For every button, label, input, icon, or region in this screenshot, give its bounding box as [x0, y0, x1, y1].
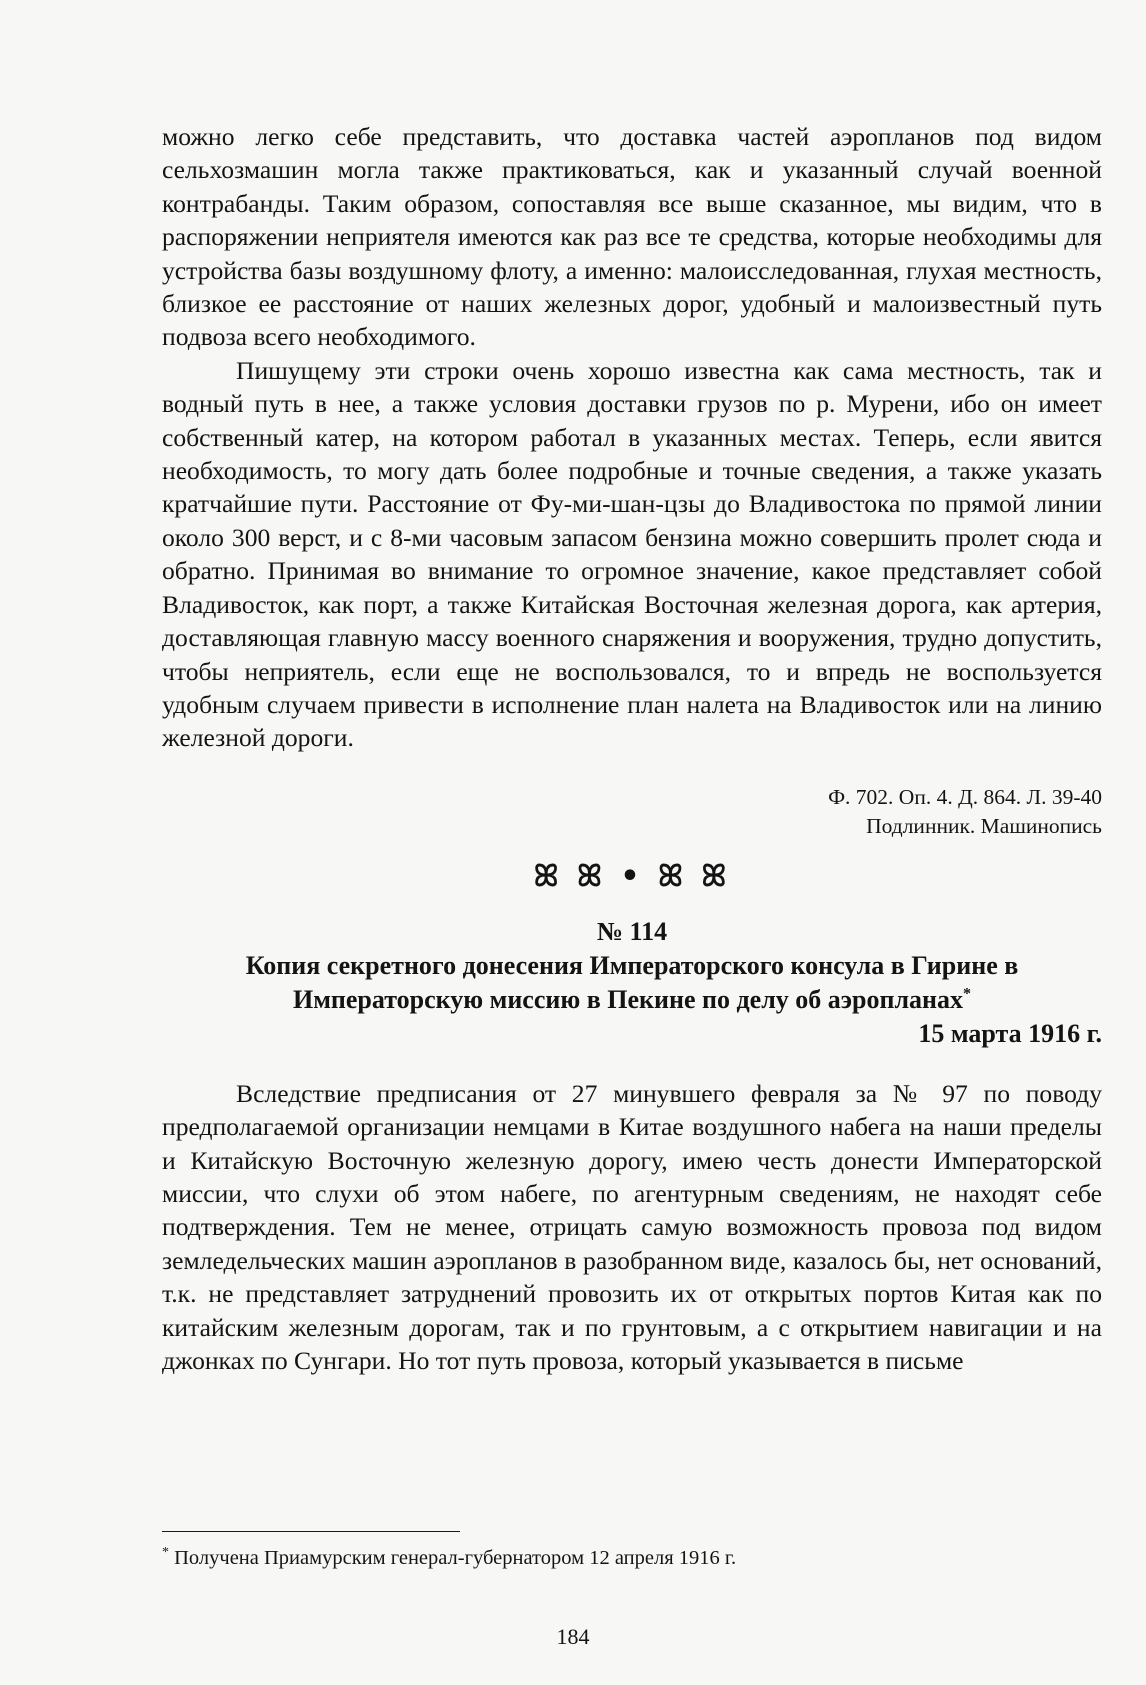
paragraph-continuation: можно легко себе представить, что доставка частей аэропланов под видом сельхозмашин могла также практиковаться, как и указанный случай военной контрабанды. Таким образом, сопоставляя все выше сказанное, мы видим, что в распоряжении неприятеля имеются как раз все те средства, которые необходимы для устройства базы воздушному флоту, а именно: малоисследованная, глухая местность, близкое ее расстояние от наших железных дорог, удобный и малоизвестный путь подвоза всего необходимого. [162, 122, 1102, 352]
spacer [162, 1051, 1102, 1077]
page-number: 184 [556, 1624, 590, 1649]
ornament-glyphs: ꕤ ꕤ • ꕤ ꕤ [533, 858, 731, 894]
archive-source [162, 783, 1102, 841]
archive-reference: Ф. 702. Оп. 4. Д. 864. Л. 39-40 [828, 784, 1102, 809]
footnote-text: Получена Приамурским генерал-губернатором 12 апреля 1916 г. [174, 1547, 737, 1569]
document-date: 15 марта 1916 г. [918, 1018, 1102, 1048]
footnote-reference-mark[interactable]: * [963, 985, 972, 1003]
page-body [162, 120, 1102, 1377]
document-number: № 114 [596, 916, 668, 946]
footnote-separator [162, 1531, 460, 1532]
document-title-line-2 [162, 983, 1102, 1017]
document-title-line-1: Копия секретного донесения Императорского консула в Гирине в [245, 950, 1019, 980]
paragraph-author-note: Пишущему эти строки очень хорошо известна как сама местность, так и водный путь в нее, а также условия доставки грузов по р. Мурени, ибо он имеет собственный катер, на котором работал в указанных местах. Теперь, если явится необходимость, то могу дать более подробные и точные сведения, а также указать кратчайшие пути. Расстояние от Фу-ми-шан-цзы до Владивостока по прямой линии около 300 верст, и с 8-ми часовым запасом бензина можно совершить пролет сюда и обратно. Принимая во внимание то огромное значение, какое представляет собой Владивосток, как порт, а также Китайская Восточная железная дорога, как артерия, доставляющая главную массу военного снаряжения и вооружения, трудно допустить, чтобы неприятель, если еще не воспользовался, то и впредь не воспользуется удобным случаем привести в исполнение план налета на Владивосток или на линию железной дороги. [162, 355, 1102, 753]
footnote-mark: * [162, 1545, 169, 1561]
archive-type: Подлинник. Машинопись [866, 813, 1102, 838]
document-title-line-2-text: Императорскую миссию в Пекине по делу об аэропланах [292, 984, 964, 1014]
footnote [162, 1544, 1102, 1572]
document-body-paragraph: Вследствие предписания от 27 минувшего февраля за № 97 по поводу предполагаемой организации немцами в Китае воздушного набега на наши пределы и Китайскую Восточную железную дорогу, имею честь донести Императорской миссии, что слухи об этом набеге, по агентурным сведениям, не находят себе подтверждения. Тем не менее, отрицать самую возможность провоза под видом земледельческих машин аэропланов в разобранном виде, казалось бы, нет оснований, т.к. не представляет затруднений провозить их от открытых портов Китая как по китайским железным дорогам, так и по грунтовым, а с открытием навигации и на джонках по Сунгари. Но тот путь провоза, который указывается в письме [162, 1078, 1102, 1375]
section-divider-ornament [162, 859, 1102, 895]
document-title [162, 949, 1102, 1017]
